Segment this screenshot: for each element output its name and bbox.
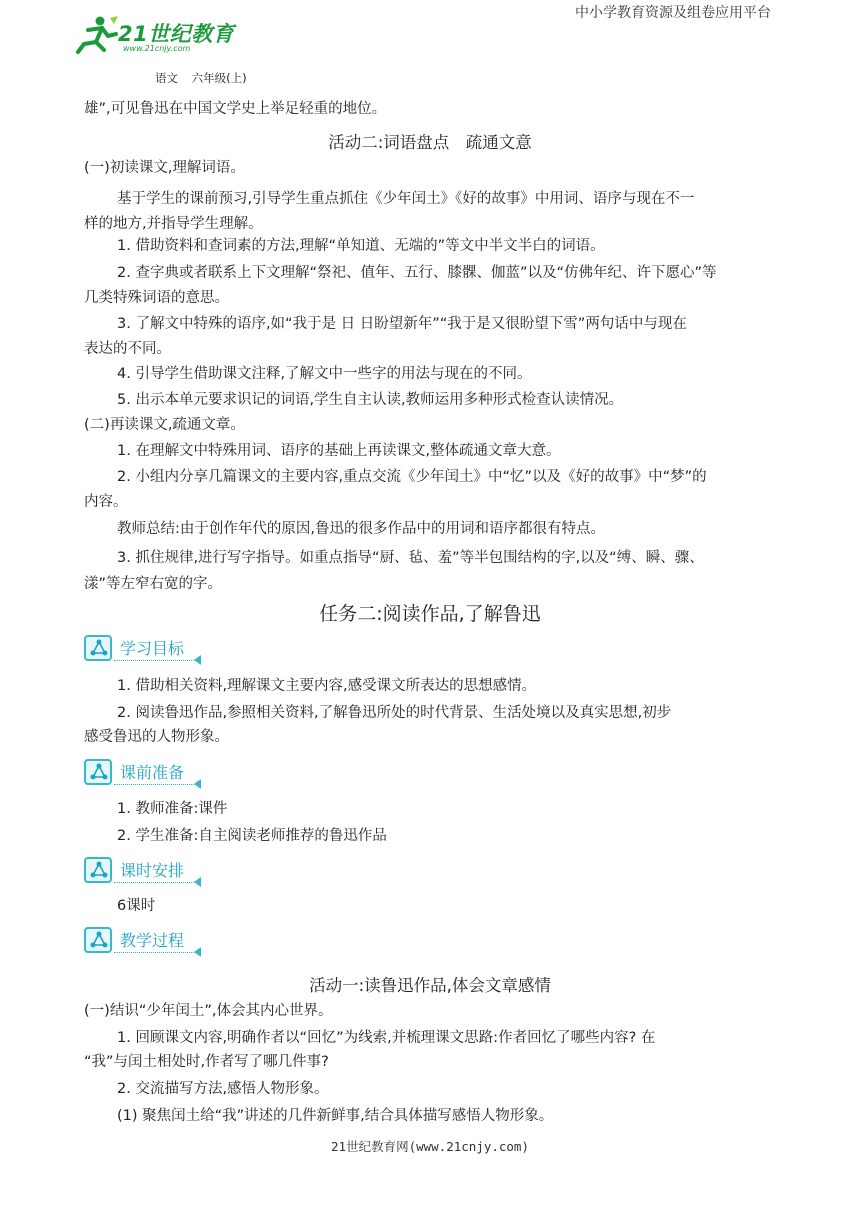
runner-logo-icon (74, 14, 120, 56)
teacher-summary: 教师总结:由于创作年代的原因,鲁迅的很多作品中的用词和语序都很有特点。 (117, 521, 605, 537)
list-item: 1. 借助资料和查词素的方法,理解“单知道、无端的”等文中半文半白的词语。 (117, 238, 605, 254)
list-item-continued: 表达的不同。 (84, 341, 171, 357)
list-item: 3. 抓住规律,进行写字指导。如重点指导“厨、毡、羞”等半包围结构的字,以及“缚、瞬、骤、 (117, 550, 704, 566)
badge-arrow-icon (194, 947, 201, 957)
task-two-title: 任务二:阅读作品,了解鲁迅 (319, 603, 541, 625)
network-icon (84, 635, 112, 661)
paragraph-line: 雄”,可见鲁迅在中国文学史上举足轻重的地位。 (84, 101, 387, 117)
list-item: (1) 聚焦闰土给“我”讲述的几件新鲜事,结合具体描写感悟人物形象。 (117, 1108, 554, 1124)
schedule-badge (84, 855, 202, 887)
learning-goals-badge (84, 633, 202, 665)
list-item: 2. 学生准备:自主阅读老师推荐的鲁迅作品 (117, 828, 387, 844)
paragraph-line: 基于学生的课前预习,引导学生重点抓住《少年闰土》《好的故事》中用词、语序与现在不一 (117, 191, 695, 207)
badge-label: 课前准备 (120, 763, 185, 782)
list-item: 4. 引导学生借助课文注释,了解文中一些字的用法与现在的不同。 (117, 366, 532, 382)
list-item: 5. 出示本单元要求识记的词语,学生自主认读,教师运用多种形式检查认读情况。 (117, 392, 624, 408)
section-heading: (一)初读课文,理解词语。 (84, 160, 245, 176)
list-item: 2. 交流描写方法,感悟人物形象。 (117, 1081, 329, 1097)
badge-underline (114, 882, 196, 883)
site-logo[interactable] (74, 14, 244, 58)
list-item: 2. 阅读鲁迅作品,参照相关资料,了解鲁迅所处的时代背景、生活处境以及真实思想,初步 (117, 705, 672, 721)
list-item: 2. 小组内分享几篇课文的主要内容,重点交流《少年闰土》中“忆”以及《好的故事》中“梦”的 (117, 469, 707, 485)
preparation-badge (84, 757, 202, 789)
platform-name: 中小学教育资源及组卷应用平台 (575, 5, 771, 21)
badge-arrow-icon (194, 779, 201, 789)
list-item: 1. 在理解文中特殊用词、语序的基础上再读课文,整体疏通文章大意。 (117, 443, 561, 459)
list-item-continued: “我”与闰土相处时,作者写了哪几件事? (84, 1054, 329, 1070)
subject-label: 语文 (155, 71, 178, 85)
class-hours: 6课时 (117, 898, 156, 914)
badge-label: 课时安排 (120, 861, 185, 880)
page-footer[interactable]: 21世纪教育网(www.21cnjy.com) (331, 1139, 529, 1154)
logo-text: 21世纪教育 (118, 22, 235, 46)
list-item-continued: 几类特殊词语的意思。 (84, 290, 229, 306)
badge-label: 教学过程 (120, 931, 185, 950)
grade-label: 六年级(上) (191, 71, 247, 85)
course-info (155, 70, 257, 86)
process-badge (84, 925, 202, 957)
list-item: 2. 查字典或者联系上下文理解“祭祀、值年、五行、膝髁、伽蓝”以及“仿佛年纪、许下愿心”等 (117, 265, 717, 281)
section-heading: (二)再读课文,疏通文章。 (84, 417, 245, 433)
paragraph-line: 样的地方,并指导学生理解。 (84, 216, 263, 232)
list-item: 1. 回顾课文内容,明确作者以“回忆”为线索,并梳理课文思路:作者回忆了哪些内容? 在 (117, 1030, 656, 1046)
network-icon (84, 759, 112, 785)
network-icon (84, 857, 112, 883)
badge-underline (114, 660, 196, 661)
badge-underline (114, 784, 196, 785)
list-item: 3. 了解文中特殊的语序,如“我于是 日 日盼望新年”“我于是又很盼望下雪”两句话中与现在 (117, 316, 687, 332)
section-heading: (一)结识“少年闰土”,体会其内心世界。 (84, 1003, 333, 1019)
badge-label: 学习目标 (120, 639, 185, 658)
list-item: 1. 教师准备:课件 (117, 801, 228, 817)
list-item: 1. 借助相关资料,理解课文主要内容,感受课文所表达的思想感情。 (117, 678, 537, 694)
logo-url: www.21cnjy.com (123, 44, 191, 53)
badge-arrow-icon (194, 877, 201, 887)
network-icon (84, 927, 112, 953)
badge-arrow-icon (194, 655, 201, 665)
activity-one-title: 活动一:读鲁迅作品,体会文章感情 (309, 976, 551, 995)
list-item-continued: 内容。 (84, 494, 128, 510)
list-item-continued: 漾”等左窄右宽的字。 (84, 576, 223, 592)
list-item-continued: 感受鲁迅的人物形象。 (84, 729, 229, 745)
badge-underline (114, 952, 196, 953)
activity-two-title: 活动二:词语盘点 疏通文意 (328, 133, 532, 152)
